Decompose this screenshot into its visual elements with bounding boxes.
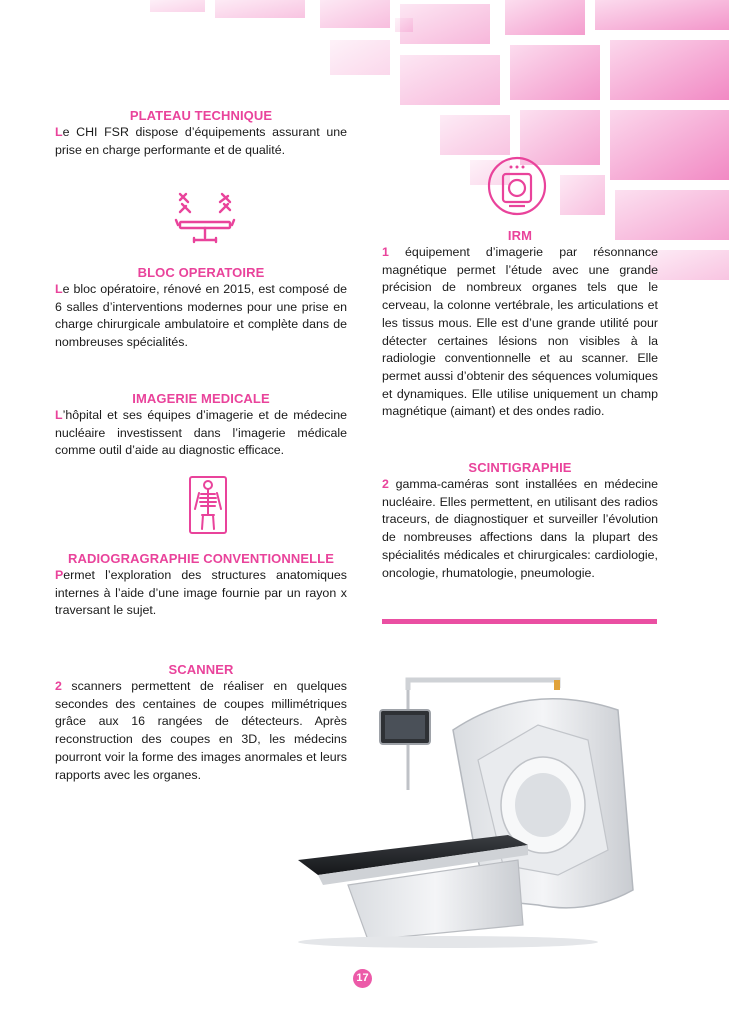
section-title: BLOC OPERATOIRE: [137, 265, 265, 280]
lead-letter: L: [55, 125, 63, 139]
section-title: PLATEAU TECHNIQUE: [129, 108, 273, 123]
section-text: [55, 281, 347, 352]
paragraph: ’hôpital et ses équipes d’imagerie et de médecine nucléaire investissent dans l’imagerie médicale comme outil d’aide au diagnostic efficace.: [55, 408, 347, 458]
paragraph: ermet l’exploration des structures anatomiques internes à l’aide d’une image fournie par un rayon x traversant le sujet.: [55, 568, 347, 618]
ct-scanner-photo: [288, 670, 658, 950]
section-title: SCANNER: [168, 662, 234, 677]
paragraph: équipement d’imagerie par résonnance magnétique permet l’étude avec une grande précision de nombreux organes tels que le cerveau, la colonne vertébrale, les articulations et les tissus mous. Elle est d’une grande utilité pour détecter certaines lésions non visibles à la radiologie conventionnelle et au scanner. Elle permet aussi d’obtenir des séquences volumiques et dynamiques. Elle utilise uniquement un champ magnétique (aimant) et des ondes radio.: [382, 245, 658, 419]
section-title: RADIOGRAGRAPHIE CONVENTIONNELLE: [67, 551, 334, 566]
section-text: [55, 407, 347, 460]
section-text: [55, 124, 347, 159]
section-scintigraphie: [382, 459, 658, 582]
paragraph: scanners permettent de réaliser en quelques secondes des centaines de coupes millimétriques grâce aux 16 rangées de détecteurs. Après reconstruction des coupes en 3D, les médecins pourront voir la forme des images anormales et leurs rapports avec les organes.: [55, 679, 347, 782]
lead-letter: P: [55, 568, 64, 582]
mri-scanner-icon: [487, 156, 547, 218]
page-number: 17: [353, 969, 372, 988]
lead-letter: 1: [382, 245, 389, 259]
section-text: [382, 244, 658, 421]
surgery-table-icon: [172, 190, 238, 246]
section-imagerie-medicale: [55, 390, 347, 460]
section-title: IMAGERIE MEDICALE: [132, 391, 270, 406]
section-title: SCINTIGRAPHIE: [468, 460, 572, 475]
paragraph: gamma-caméras sont installées en médecine nucléaire. Elles permettent, en utilisant des radios traceurs, de diagnostiquer et surveiller l’évolution de nombreuses affections dans la plupart des spécialités médicales et chirurgicales: cardiologie, oncologie, rhumatologie, pneumologie.: [382, 477, 658, 580]
section-plateau-technique: [55, 107, 347, 159]
section-divider: [382, 619, 657, 624]
section-radiographie: [55, 550, 347, 620]
section-bloc-operatoire: [55, 264, 347, 352]
section-irm: [382, 227, 658, 421]
lead-letter: L: [55, 282, 63, 296]
section-title: IRM: [507, 228, 533, 243]
lead-letter: 2: [55, 679, 62, 693]
xray-skeleton-icon: [188, 475, 228, 535]
paragraph: e bloc opératoire, rénové en 2015, est composé de 6 salles d’interventions modernes pour une prise en charge chirurgicale ambulatoire et complète dans de nombreuses spécialités.: [55, 282, 347, 350]
section-text: [55, 567, 347, 620]
lead-letter: 2: [382, 477, 389, 491]
section-text: [382, 476, 658, 582]
lead-letter: L: [55, 408, 63, 422]
paragraph: e CHI FSR dispose d’équipements assurant une prise en charge performante et de qualité.: [55, 125, 347, 157]
